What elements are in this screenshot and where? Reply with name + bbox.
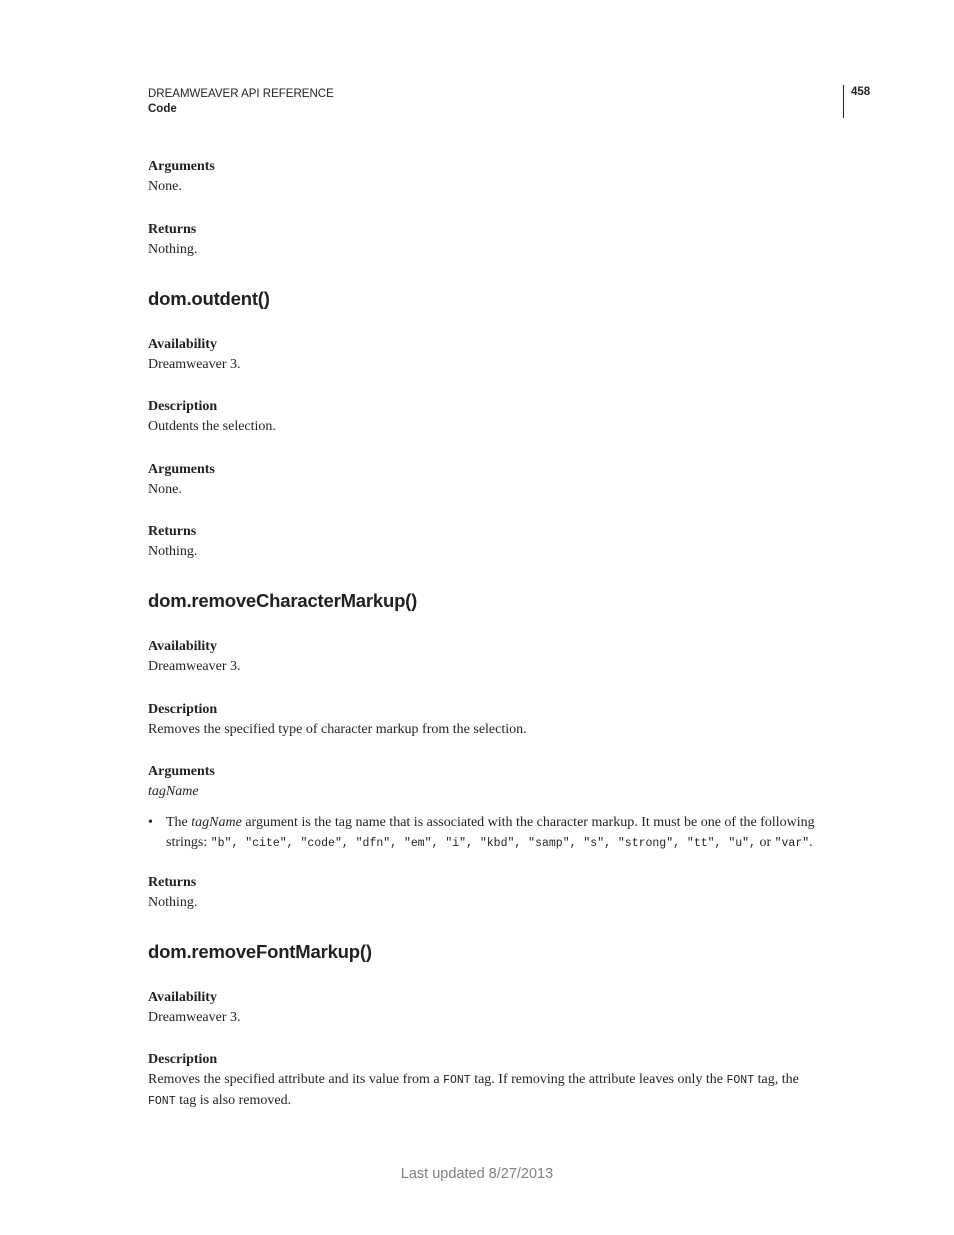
returns-text: Nothing. [148, 544, 198, 559]
description-label: Description [148, 399, 218, 414]
arguments-text: None. [148, 482, 182, 497]
availability-text: Dreamweaver 3. [148, 1010, 241, 1025]
arguments-text: None. [148, 179, 182, 194]
description-section [148, 700, 527, 740]
returns-label: Returns [148, 222, 197, 237]
description-text: Removes the specified type of character markup from the selection. [148, 722, 527, 737]
arguments-label: Arguments [148, 159, 215, 174]
description-label: Description [148, 702, 218, 717]
running-header [148, 87, 334, 117]
returns-section [148, 873, 197, 913]
font-tag: FONT [443, 1074, 471, 1087]
param-name: tagName [191, 815, 242, 830]
arguments-section [148, 460, 215, 500]
book-title: DREAMWEAVER API REFERENCE [148, 88, 334, 100]
header-divider [843, 85, 844, 118]
argument-bullet [148, 813, 848, 854]
description-section [148, 1050, 848, 1112]
availability-section [148, 637, 241, 677]
returns-text: Nothing. [148, 895, 198, 910]
availability-text: Dreamweaver 3. [148, 357, 241, 372]
argument-name: tagName [148, 784, 199, 799]
arguments-section [148, 157, 215, 197]
tag-string-var: "var" [774, 837, 810, 850]
availability-label: Availability [148, 337, 217, 352]
returns-label: Returns [148, 875, 197, 890]
returns-section [148, 522, 197, 562]
description-label: Description [148, 1052, 218, 1067]
availability-text: Dreamweaver 3. [148, 659, 241, 674]
heading-remove-font-markup: dom.removeFontMarkup() [148, 941, 372, 962]
returns-label: Returns [148, 524, 197, 539]
heading-outdent: dom.outdent() [148, 288, 270, 309]
page-number: 458 [851, 86, 871, 98]
availability-label: Availability [148, 990, 217, 1005]
last-updated-footer: Last updated 8/27/2013 [400, 1166, 554, 1182]
bullet-text: The tagName argument is the tag name that is associated with the character markup. It must be one of the following strings: "b", "cite", "code", "dfn", "em", "i", "kbd", "samp", "s", "strong", "tt", "u", or "var". [166, 815, 815, 850]
description-section [148, 397, 276, 437]
arguments-label: Arguments [148, 462, 215, 477]
returns-section [148, 220, 197, 260]
availability-section [148, 988, 241, 1028]
bullet-marker: • [148, 815, 153, 830]
arguments-section [148, 762, 215, 802]
availability-section [148, 335, 241, 375]
description-text: Removes the specified attribute and its value from a FONT tag. If removing the attribute leaves only the FONT tag, the FONT tag is also removed. [148, 1072, 799, 1108]
heading-remove-character-markup: dom.removeCharacterMarkup() [148, 590, 418, 611]
availability-label: Availability [148, 639, 217, 654]
tag-strings: "b", "cite", "code", "dfn", "em", "i", "kbd", "samp", "s", "strong", "tt", "u", [210, 837, 756, 850]
returns-text: Nothing. [148, 242, 198, 257]
font-tag: FONT [148, 1095, 176, 1108]
chapter-title: Code [148, 103, 177, 115]
arguments-label: Arguments [148, 764, 215, 779]
font-tag: FONT [726, 1074, 755, 1087]
description-text: Outdents the selection. [148, 419, 276, 434]
